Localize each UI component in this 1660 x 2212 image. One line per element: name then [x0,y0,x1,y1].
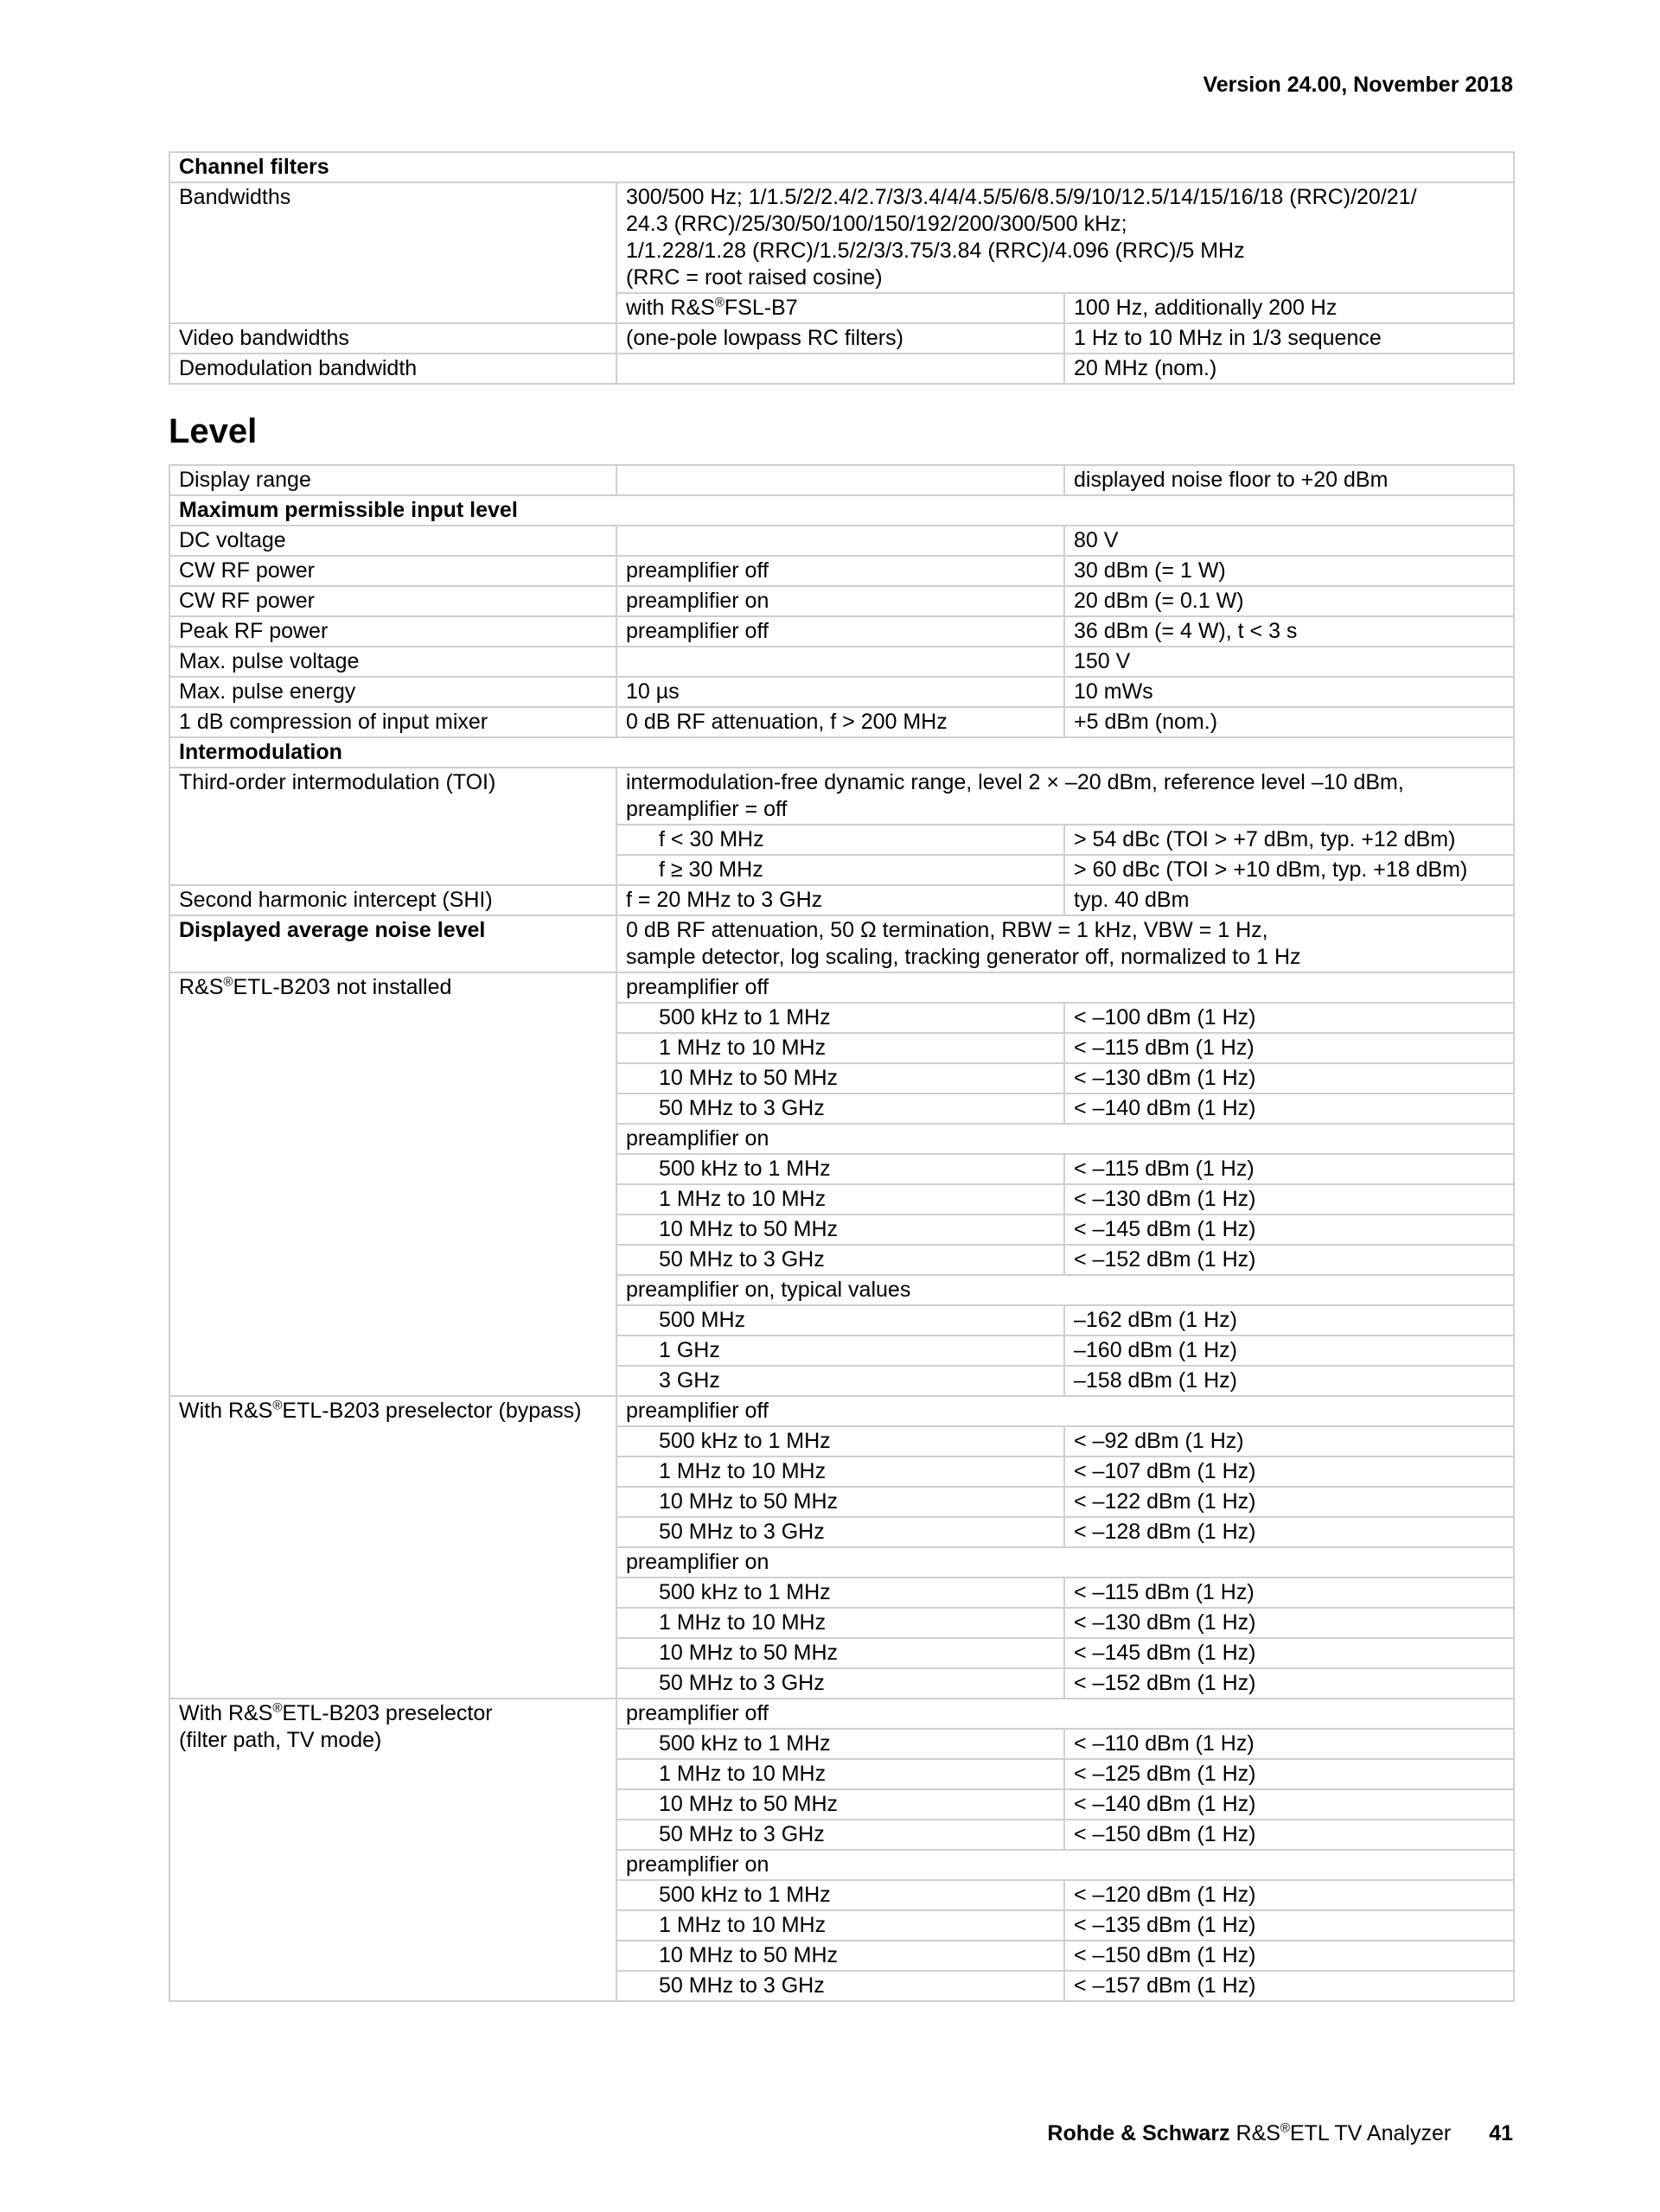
row-value: < –122 dBm (1 Hz) [1064,1487,1514,1517]
row-condition: 0 dB RF attenuation, 50 Ω termination, RBW = 1 kHz, VBW = 1 Hz, sample detector, log scaling, tracking generator off, normalized to 1 Hz [616,915,1514,972]
row-condition: preamplifier off [616,556,1064,586]
row-condition: 1 GHz [616,1335,1064,1366]
table-row [169,737,1514,768]
row-value: +5 dBm (nom.) [1064,707,1514,737]
table-row [169,556,1514,586]
row-value: 30 dBm (= 1 W) [1064,556,1514,586]
row-condition: 50 MHz to 3 GHz [616,1245,1064,1275]
row-value: < –125 dBm (1 Hz) [1064,1759,1514,1789]
row-condition: f < 30 MHz [616,825,1064,855]
subgroup-title: preamplifier on, typical values [616,1275,1514,1305]
row-value: < –130 dBm (1 Hz) [1064,1063,1514,1093]
row-value: 36 dBm (= 4 W), t < 3 s [1064,616,1514,647]
level-heading: Level [169,412,258,450]
row-condition: (one-pole lowpass RC filters) [616,323,1064,354]
footer-product-prefix: R&S [1229,2121,1280,2145]
row-value: < –130 dBm (1 Hz) [1064,1184,1514,1214]
table-row [169,616,1514,647]
row-condition: 50 MHz to 3 GHz [616,1668,1064,1699]
version-header: Version 24.00, November 2018 [1203,73,1513,97]
row-condition: 500 kHz to 1 MHz [616,1880,1064,1910]
row-condition: 1 MHz to 10 MHz [616,1608,1064,1638]
row-condition: 1 MHz to 10 MHz [616,1910,1064,1941]
row-value: < –100 dBm (1 Hz) [1064,1003,1514,1033]
group-label: With R&S®ETL-B203 preselector (filter path, TV mode) [169,1699,616,2001]
row-value: < –110 dBm (1 Hz) [1064,1729,1514,1759]
row-value: typ. 40 dBm [1064,885,1514,915]
footer-brand: Rohde & Schwarz [1047,2121,1230,2145]
row-condition: 10 MHz to 50 MHz [616,1638,1064,1668]
row-value: < –140 dBm (1 Hz) [1064,1789,1514,1820]
table-row [169,526,1514,556]
row-condition: 1 MHz to 10 MHz [616,1457,1064,1487]
row-value: < –152 dBm (1 Hz) [1064,1245,1514,1275]
row-value: < –150 dBm (1 Hz) [1064,1820,1514,1850]
table-row [169,586,1514,616]
row-condition: f = 20 MHz to 3 GHz [616,885,1064,915]
table-row [169,972,1514,1003]
row-value: 80 V [1064,526,1514,556]
row-condition: 50 MHz to 3 GHz [616,1820,1064,1850]
table-row [169,647,1514,677]
row-condition [616,354,1064,384]
subgroup-title: preamplifier on [616,1547,1514,1578]
row-condition: 10 MHz to 50 MHz [616,1941,1064,1971]
table-row [169,495,1514,526]
subgroup-title: preamplifier off [616,1396,1514,1426]
row-condition: 10 MHz to 50 MHz [616,1063,1064,1093]
row-label: Peak RF power [169,616,616,647]
row-value: < –140 dBm (1 Hz) [1064,1093,1514,1124]
row-label: Video bandwidths [169,323,616,354]
row-condition: preamplifier on [616,586,1064,616]
row-condition [616,526,1064,556]
table-row [169,768,1514,825]
row-value: > 60 dBc (TOI > +10 dBm, typ. +18 dBm) [1064,855,1514,885]
row-value: < –150 dBm (1 Hz) [1064,1941,1514,1971]
row-condition: 500 kHz to 1 MHz [616,1729,1064,1759]
row-condition: 500 kHz to 1 MHz [616,1578,1064,1608]
row-condition: f ≥ 30 MHz [616,855,1064,885]
row-condition: 500 kHz to 1 MHz [616,1003,1064,1033]
row-condition: 0 dB RF attenuation, f > 200 MHz [616,707,1064,737]
row-condition: 500 kHz to 1 MHz [616,1426,1064,1457]
table-row [169,677,1514,707]
group-label: With R&S®ETL-B203 preselector (bypass) [169,1396,616,1699]
table-row [169,1396,1514,1426]
row-value: < –152 dBm (1 Hz) [1064,1668,1514,1699]
row-condition: 10 MHz to 50 MHz [616,1487,1064,1517]
row-value: 150 V [1064,647,1514,677]
bandwidths-value: 300/500 Hz; 1/1.5/2/2.4/2.7/3/3.4/4/4.5/5/6/8.5/9/10/12.5/14/15/16/18 (RRC)/20/21/ 24.3 (RRC)/25/30/50/100/150/192/200/300/500 kHz; 1/1.228/1.28 (RRC)/1.5/2/3/3.75/3.84 (RRC)/4.096 (RRC)/5 MHz (RRC = root raised cosine) [616,182,1514,293]
page-footer [1047,2121,1513,2146]
row-value: 20 MHz (nom.) [1064,354,1514,384]
table-row [169,152,1514,182]
row-label: Demodulation bandwidth [169,354,616,384]
row-condition: 1 MHz to 10 MHz [616,1033,1064,1063]
row-value: 1 Hz to 10 MHz in 1/3 sequence [1064,323,1514,354]
subgroup-title: preamplifier on [616,1850,1514,1880]
row-condition: 3 GHz [616,1366,1064,1396]
table-row [169,885,1514,915]
row-value: < –145 dBm (1 Hz) [1064,1214,1514,1245]
row-label: CW RF power [169,586,616,616]
subgroup-title: preamplifier off [616,1699,1514,1729]
row-condition: 10 MHz to 50 MHz [616,1214,1064,1245]
row-value: 20 dBm (= 0.1 W) [1064,586,1514,616]
row-label: Displayed average noise level [169,915,616,972]
row-value: < –107 dBm (1 Hz) [1064,1457,1514,1487]
row-condition: 50 MHz to 3 GHz [616,1517,1064,1547]
row-value: < –115 dBm (1 Hz) [1064,1578,1514,1608]
row-label: Display range [169,465,616,495]
row-label: 1 dB compression of input mixer [169,707,616,737]
row-value: > 54 dBc (TOI > +7 dBm, typ. +12 dBm) [1064,825,1514,855]
section-title: Intermodulation [169,737,1514,768]
row-label: Second harmonic intercept (SHI) [169,885,616,915]
table-row [169,707,1514,737]
row-value: < –145 dBm (1 Hz) [1064,1638,1514,1668]
row-condition: intermodulation-free dynamic range, level 2 × –20 dBm, reference level –10 dBm, preamplifier = off [616,768,1514,825]
row-value: 100 Hz, additionally 200 Hz [1064,293,1514,323]
row-value: displayed noise floor to +20 dBm [1064,465,1514,495]
row-label: Third-order intermodulation (TOI) [169,768,616,885]
row-condition: 1 MHz to 10 MHz [616,1184,1064,1214]
row-value: –158 dBm (1 Hz) [1064,1366,1514,1396]
row-value: < –120 dBm (1 Hz) [1064,1880,1514,1910]
row-condition: preamplifier off [616,616,1064,647]
row-value: –160 dBm (1 Hz) [1064,1335,1514,1366]
subgroup-title: preamplifier off [616,972,1514,1003]
row-label: DC voltage [169,526,616,556]
table-row [169,182,1514,293]
row-value: < –135 dBm (1 Hz) [1064,1910,1514,1941]
row-condition: with R&S®FSL-B7 [616,293,1064,323]
row-condition: 50 MHz to 3 GHz [616,1971,1064,2001]
section-title: Channel filters [169,152,1514,182]
row-label: Bandwidths [169,182,616,323]
row-value: < –130 dBm (1 Hz) [1064,1608,1514,1638]
section-title: Maximum permissible input level [169,495,1514,526]
row-label: Max. pulse voltage [169,647,616,677]
row-value: < –92 dBm (1 Hz) [1064,1426,1514,1457]
registered-mark: ® [1280,2120,1290,2136]
row-condition: 50 MHz to 3 GHz [616,1093,1064,1124]
row-condition [616,465,1064,495]
row-condition: 500 MHz [616,1305,1064,1335]
row-condition: 10 µs [616,677,1064,707]
subgroup-title: preamplifier on [616,1124,1514,1154]
row-condition: 1 MHz to 10 MHz [616,1759,1064,1789]
row-value: 10 mWs [1064,677,1514,707]
table-row [169,915,1514,972]
row-condition [616,647,1064,677]
channel-filters-table [169,151,1515,385]
row-label: Max. pulse energy [169,677,616,707]
level-table [169,464,1515,2002]
row-condition: 10 MHz to 50 MHz [616,1789,1064,1820]
row-value: < –157 dBm (1 Hz) [1064,1971,1514,2001]
row-value: < –115 dBm (1 Hz) [1064,1154,1514,1184]
table-row [169,354,1514,384]
row-value: < –115 dBm (1 Hz) [1064,1033,1514,1063]
table-row [169,1699,1514,1729]
row-condition: 500 kHz to 1 MHz [616,1154,1064,1184]
row-value: < –128 dBm (1 Hz) [1064,1517,1514,1547]
page-number: 41 [1489,2121,1513,2145]
row-value: –162 dBm (1 Hz) [1064,1305,1514,1335]
group-label: R&S®ETL-B203 not installed [169,972,616,1396]
footer-product: ETL TV Analyzer [1289,2121,1452,2145]
table-row [169,323,1514,354]
row-label: CW RF power [169,556,616,586]
table-row [169,465,1514,495]
